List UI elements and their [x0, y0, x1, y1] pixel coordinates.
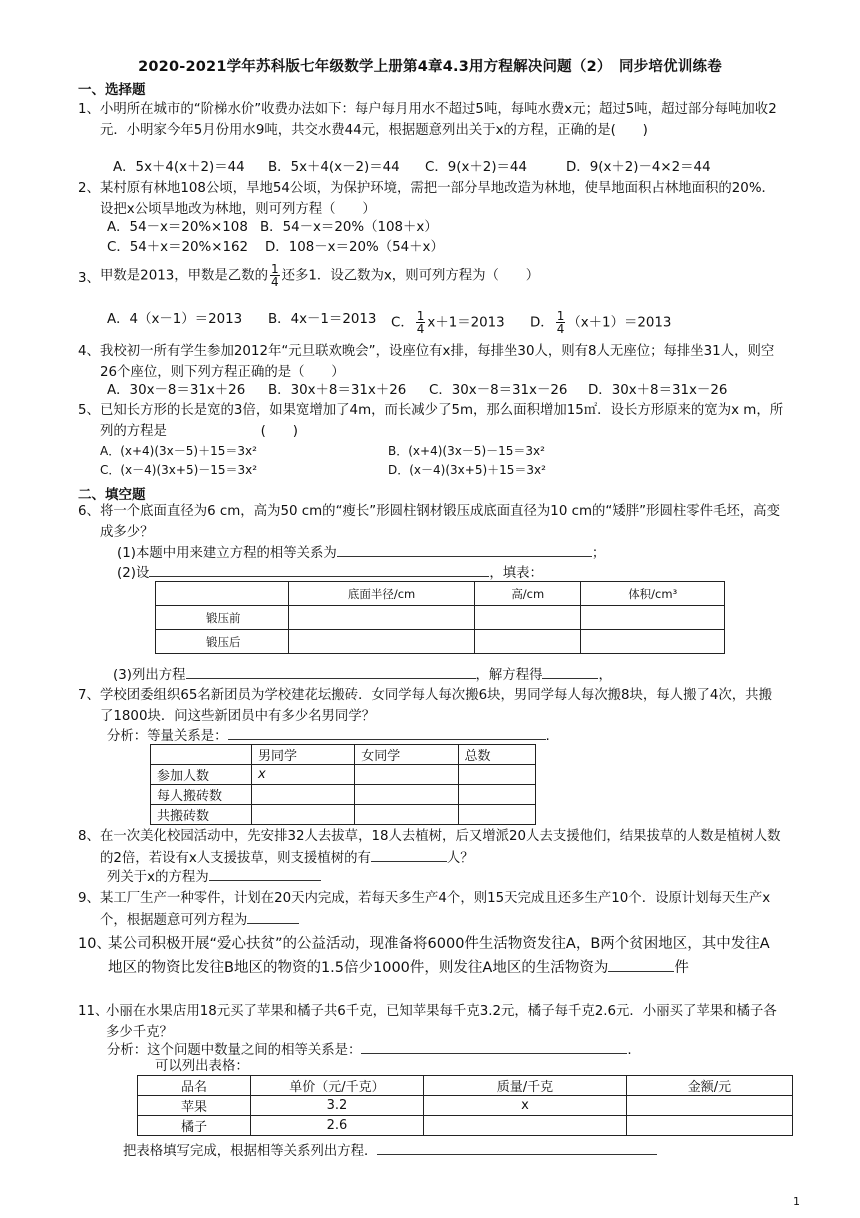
page-number: 1: [793, 1195, 800, 1208]
q11-analysis: 分析：这个问题中数量之间的相等关系是： .: [107, 1039, 632, 1061]
question-number: 11、: [78, 1004, 109, 1019]
option-b: B．54－x＝20%（108＋x）: [260, 220, 438, 235]
question-8: [78, 826, 784, 869]
option-d: D．30x＋8＝31x－26: [588, 383, 728, 398]
option-a: A．54－x＝20%×108: [107, 220, 248, 235]
q6-part2: (2)设 ，填表：: [117, 562, 543, 584]
answer-blank[interactable]: [542, 664, 598, 679]
answer-blank[interactable]: [371, 847, 447, 862]
question-number: 5、: [78, 403, 100, 418]
question-text: 在一次美化校园活动中，先安排32人去拔草，18人去植树，后又增派20人去支援他们，结果拔草的人数是植树人数的2倍，若设有x人支援拔草，则支援植树的有 人？: [100, 829, 781, 866]
question-3: [78, 263, 784, 288]
question-5: [78, 400, 784, 442]
option-c: C．54＋x＝20%×162: [107, 240, 249, 255]
section-choice: 一、选择题: [78, 82, 146, 98]
option-d: D． $\frac{1}{4}$ （x＋1）＝2013: [530, 309, 672, 336]
option-a: A．5x＋4(x＋2)＝44: [113, 160, 245, 175]
option-d: D．9(x＋2)－4×2＝44: [566, 160, 711, 175]
question-number: 7、: [78, 688, 100, 703]
question-6: [78, 501, 784, 543]
answer-blank[interactable]: [337, 542, 592, 557]
option-a: A．4（x－1）＝2013: [107, 312, 243, 327]
option-d: D．108－x＝20%（54＋x）: [265, 240, 444, 255]
question-4: [78, 341, 784, 383]
option-c: C．9(x＋2)＝44: [425, 160, 527, 175]
q6-part3: (3)列出方程 ，解方程得 ，: [113, 664, 612, 686]
q11-table: 品名 单价（元/千克） 质量/千克 金额/元 苹果 3.2 x 橘子 2.6: [137, 1075, 793, 1136]
option-c: C． $\frac{1}{4}$ x＋1＝2013: [391, 309, 505, 336]
question-number: 3、: [78, 271, 100, 286]
answer-blank[interactable]: [228, 725, 546, 740]
question-number: 2、: [78, 181, 100, 196]
option-a: A．(x+4)(3x－5)＋15＝3x²: [100, 444, 257, 458]
question-10: [78, 932, 784, 980]
question-text: 某工厂生产一种零件，计划在20天内完成，若每天多生产4个，则15天完成且还多生产10个．设原计划每天生产x个，根据题意可列方程为: [100, 891, 771, 928]
question-11: [78, 1001, 784, 1043]
answer-blank[interactable]: [361, 1039, 627, 1054]
question-text: 学校团委组织65名新团员为学校建花坛搬砖．女同学每人每次搬6块，男同学每人每次搬8块，每人搬了4次，共搬了1800块．问这些新团员中有多少名男同学？: [100, 688, 772, 724]
q7-analysis: 分析：等量关系是： .: [107, 725, 550, 747]
question-text: 某公司积极开展“爱心扶贫”的公益活动，现准备将6000件生活物资发往A，B两个贫困地区，其中发往A地区的物资比发往B地区的物资的1.5倍少1000件，则发往A地区的生活物资为 件: [108, 936, 770, 976]
question-9: [78, 888, 784, 931]
question-text: 将一个底面直径为6 cm，高为50 cm的“瘦长”形圆柱钢材锻压成底面直径为10 cm的“矮胖”形圆柱零件毛坯，高变成多少？: [100, 504, 780, 540]
question-text: 小明所在城市的“阶梯水价”收费办法如下：每户每月用水不超过5吨，每吨水费x元；超过5吨，超过部分每吨加收2元．小明家今年5月份用水9吨，共交水费44元，根据题意列出关于x的方程，正确的是( ): [100, 102, 777, 138]
question-1: [78, 99, 784, 141]
answer-blank[interactable]: [186, 664, 476, 679]
answer-blank[interactable]: [209, 866, 321, 881]
question-number: 6、: [78, 504, 100, 519]
answer-blank[interactable]: [247, 909, 299, 924]
question-2: [78, 178, 784, 220]
page-title: 2020-2021学年苏科版七年级数学上册第4章4.3用方程解决问题（2） 同步培优训练卷: [138, 59, 722, 75]
q8-equation: 列关于x的方程为: [107, 866, 321, 888]
question-text: 已知长方形的长是宽的3倍，如果宽增加了4m，而长减少了5m，那么面积增加15㎡．设长方形原来的宽为x m，所列的方程是 ( ): [100, 403, 784, 439]
option-a: A．30x－8＝31x＋26: [107, 383, 246, 398]
section-fill: 二、填空题: [78, 487, 146, 503]
option-c: C．(x－4)(3x+5)－15＝3x²: [100, 463, 258, 477]
q11-final: 把表格填写完成，根据相等关系列出方程．: [123, 1140, 657, 1162]
question-text: 某村原有林地108公顷，旱地54公顷，为保护环境，需把一部分旱地改造为林地，使旱地面积占林地面积的20%．设把x公顷旱地改为林地，则可列方程（ ）: [100, 181, 775, 217]
question-number: 1、: [78, 102, 100, 117]
answer-blank[interactable]: [377, 1140, 657, 1155]
answer-blank[interactable]: [149, 562, 489, 577]
option-b: B．5x＋4(x－2)＝44: [268, 160, 400, 175]
q6-table: 底面半径/cm 高/cm 体积/cm³ 锻压前 锻压后: [155, 581, 725, 654]
question-number: 10、: [78, 936, 111, 952]
q7-table: 男同学 女同学 总数 参加人数 x 每人搬砖数 共搬砖数: [150, 744, 536, 825]
fraction: $\frac{1}{4}$: [270, 262, 279, 289]
option-b: B．4x－1＝2013: [268, 312, 377, 327]
answer-blank[interactable]: [608, 957, 674, 972]
option-d: D．(x－4)(3x+5)＋15＝3x²: [388, 463, 546, 477]
question-text: 小丽在水果店用18元买了苹果和橘子共6千克，已知苹果每千克3.2元，橘子每千克2.6元．小丽买了苹果和橘子各多少千克？: [106, 1004, 777, 1040]
question-number: 9、: [78, 891, 100, 906]
q11-table-intro: 可以列出表格：: [155, 1059, 249, 1074]
question-text: 甲数是2013，甲数是乙数的: [100, 268, 268, 284]
question-number: 4、: [78, 344, 100, 359]
option-b: B．30x＋8＝31x＋26: [268, 383, 407, 398]
question-text: 还多1．设乙数为x，则可列方程为（ ）: [281, 268, 540, 284]
q6-part1: (1)本题中用来建立方程的相等关系为 ；: [117, 542, 605, 564]
question-7: [78, 685, 784, 727]
question-text: 我校初一所有学生参加2012年“元旦联欢晚会”，设座位有x排，每排坐30人，则有8人无座位；每排坐31人，则空26个座位，则下列方程正确的是（ ）: [100, 344, 775, 380]
option-c: C．30x－8＝31x－26: [429, 383, 568, 398]
option-b: B．(x+4)(3x－5)－15＝3x²: [388, 444, 545, 458]
question-number: 8、: [78, 829, 100, 844]
